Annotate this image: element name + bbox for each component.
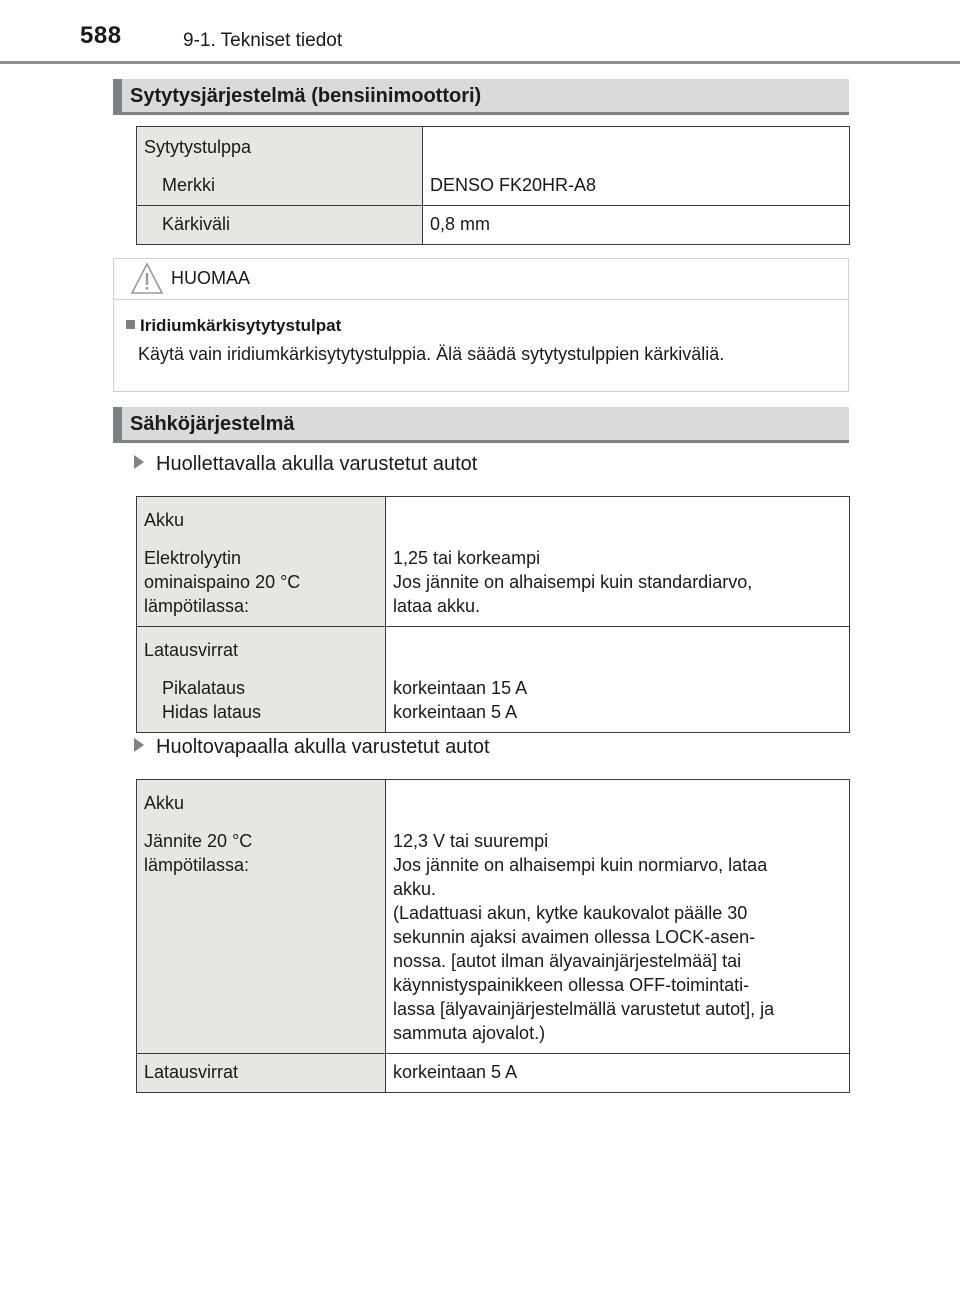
voltage-value-line: lassa [älyavainjärjestelmällä varustetut autot], ja — [393, 999, 775, 1019]
voltage-value-line: akku. — [393, 879, 437, 899]
voltage-value-line: sekunnin ajaksi avaimen ollessa LOCK-asen- — [393, 927, 756, 947]
gravity-value-line: Jos jännite on alhaisempi kuin standardiarvo, — [393, 572, 753, 592]
subheading-text: Huoltovapaalla akulla varustetut autot — [156, 736, 490, 758]
notice-box — [113, 258, 849, 392]
table-label-cell — [137, 127, 423, 206]
gravity-value-line: 1,25 tai korkeampi — [393, 548, 541, 568]
slow-charge-label: Hidas lataus — [162, 702, 262, 722]
table-label-cell — [137, 780, 386, 1054]
chapter-title: 9-1. Tekniset tiedot — [183, 30, 343, 51]
fast-charge-label: Pikalataus — [162, 678, 246, 698]
brand-label: Merkki — [162, 175, 215, 195]
voltage-value-line: sammuta ajovalot.) — [393, 1023, 546, 1043]
triangle-bullet-icon — [134, 738, 144, 752]
gap-label: Kärkiväli — [162, 214, 231, 234]
table-value-cell — [386, 1054, 850, 1093]
battery-group-label: Akku — [144, 793, 185, 813]
section-accent — [113, 79, 122, 112]
table-row — [137, 780, 850, 1054]
gap-value: 0,8 mm — [430, 214, 491, 234]
table-row — [137, 206, 850, 245]
voltage-label-line: lämpötilassa: — [144, 855, 250, 875]
notice-heading: HUOMAA — [171, 268, 251, 288]
section-accent — [113, 407, 122, 440]
section-title: Sytytysjärjestelmä (bensiinimoottori) — [130, 85, 482, 107]
section-title: Sähköjärjestelmä — [130, 413, 295, 435]
subheading-maintenance-free-battery — [134, 736, 490, 759]
table-row — [137, 627, 850, 733]
table-value-cell — [386, 497, 850, 627]
battery-group-label: Akku — [144, 510, 185, 530]
table-row — [137, 1054, 850, 1093]
voltage-value-line: käynnistyspainikkeen ollessa OFF-toimintati- — [393, 975, 750, 995]
voltage-value-line: 12,3 V tai suurempi — [393, 831, 549, 851]
square-bullet-icon — [126, 320, 135, 329]
charging-label: Latausvirrat — [144, 1062, 239, 1082]
charging-value: korkeintaan 5 A — [393, 1062, 518, 1082]
section-heading-ignition — [113, 79, 849, 115]
brand-value: DENSO FK20HR-A8 — [430, 175, 597, 195]
spark-plug-group-label: Sytytystulppa — [144, 137, 252, 157]
maintenance-free-battery-table — [136, 779, 850, 1093]
slow-charge-value: korkeintaan 5 A — [393, 702, 518, 722]
charging-group-label: Latausvirrat — [144, 640, 239, 660]
gravity-label-line: lämpötilassa: — [144, 596, 250, 616]
table-label-cell — [137, 206, 423, 245]
table-label-cell — [137, 1054, 386, 1093]
ignition-table — [136, 126, 850, 245]
table-value-cell — [423, 127, 850, 206]
triangle-bullet-icon — [134, 455, 144, 469]
table-value-cell — [386, 627, 850, 733]
table-value-cell — [386, 780, 850, 1054]
gravity-label-line: Elektrolyytin — [144, 548, 242, 568]
maintained-battery-table — [136, 496, 850, 733]
gravity-value-line: lataa akku. — [393, 596, 481, 616]
notice-text: Käytä vain iridiumkärkisytytystulppia. Älä säädä sytytystulppien kärkiväliä. — [138, 344, 725, 364]
subheading-maintained-battery — [134, 453, 477, 476]
table-row — [137, 127, 850, 206]
page-number: 588 — [80, 22, 122, 49]
section-heading-electrical — [113, 407, 849, 443]
notice-title: Iridiumkärkisytytystulpat — [140, 316, 342, 335]
gravity-label-line: ominaispaino 20 °C — [144, 572, 301, 592]
voltage-value-line: nossa. [autot ilman älyavainjärjestelmää] tai — [393, 951, 742, 971]
voltage-value-line: (Ladattuasi akun, kytke kaukovalot päälle 30 — [393, 903, 748, 923]
fast-charge-value: korkeintaan 15 A — [393, 678, 528, 698]
subheading-text: Huollettavalla akulla varustetut autot — [156, 453, 478, 475]
table-label-cell — [137, 497, 386, 627]
table-value-cell — [423, 206, 850, 245]
header-divider — [0, 61, 960, 64]
table-label-cell — [137, 627, 386, 733]
notice-header — [114, 259, 848, 300]
warning-triangle-icon — [130, 262, 164, 295]
voltage-value-line: Jos jännite on alhaisempi kuin normiarvo, lataa — [393, 855, 768, 875]
voltage-label-line: Jännite 20 °C — [144, 831, 253, 851]
table-row — [137, 497, 850, 627]
